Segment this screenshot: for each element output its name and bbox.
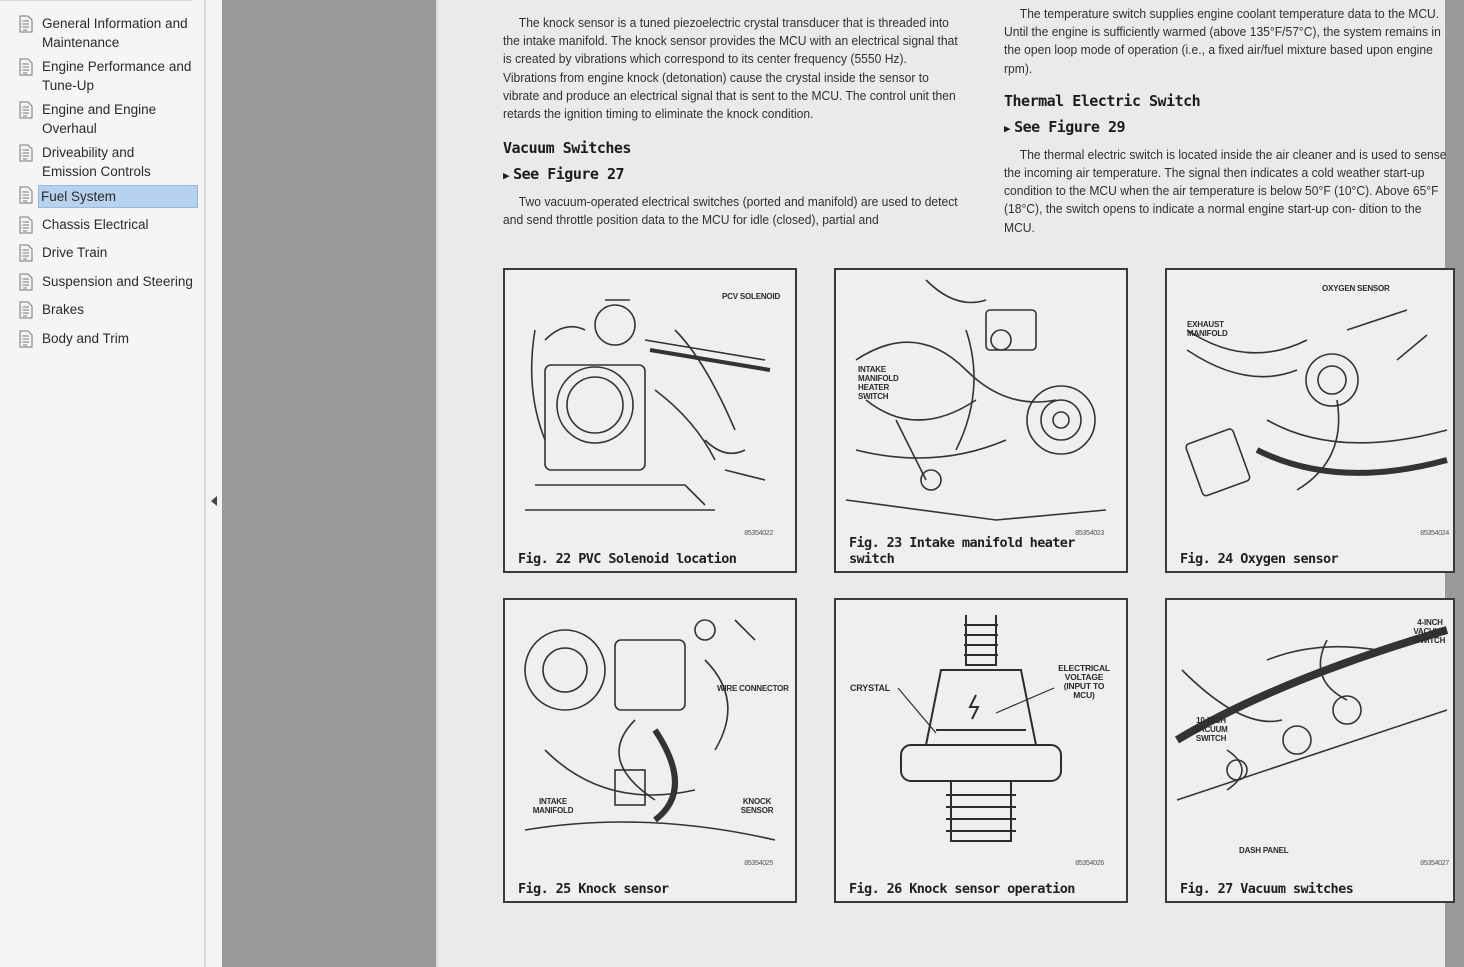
figure-caption: Fig. 25 Knock sensor [518, 881, 669, 897]
figure-code: 85354027 [1420, 860, 1449, 867]
collapse-sidebar-arrow-icon[interactable] [211, 496, 217, 506]
figure-code: 85354023 [1075, 530, 1104, 537]
intake-manifold-label: INTAKE MANIFOLD [532, 797, 574, 815]
pcv-solenoid-illustration [505, 270, 795, 570]
document-outline-icon [18, 244, 34, 262]
figure-caption: Fig. 27 Vacuum switches [1180, 881, 1354, 897]
text-column-right [1004, 5, 1464, 237]
knock-sensor-illustration [505, 600, 795, 900]
document-outline-icon [18, 273, 34, 291]
oxygen-sensor-illustration [1167, 270, 1453, 570]
document-outline-icon [18, 144, 34, 162]
document-page [438, 0, 1449, 967]
see-figure-27 [503, 165, 961, 183]
exhaust-manifold-label: EXHAUST MANIFOLD [1187, 320, 1228, 338]
toc-item-label: Driveability and Emission Controls [42, 145, 151, 179]
sidebar-splitter[interactable] [205, 0, 222, 967]
toc-item-engine-overhaul[interactable] [18, 100, 199, 138]
knock-sensor-label: KNOCK SENSOR [740, 797, 774, 815]
ten-inch-vacuum-switch-label: 10-INCH VACUUM SWITCH [1194, 716, 1228, 743]
temperature-switch-paragraph: The temperature switch supplies engine coolant temperature data to the MCU. Until the engine is sufficiently warmed (above 135°F/57°C), the system remains in the open loop mode of operation (i.e., a fixed air/fuel mixture based upon engine rpm). [1004, 6, 1441, 76]
document-outline-icon [18, 58, 34, 76]
knock-sensor-operation-diagram [836, 600, 1126, 900]
figure-27-vacuum-switches [1165, 598, 1455, 903]
see-figure-label: See Figure 27 [513, 165, 625, 184]
toc-item-brakes[interactable] [18, 300, 199, 319]
toc-item-body-trim[interactable] [18, 329, 199, 348]
knock-sensor-paragraph: The knock sensor is a tuned piezoelectric crystal transducer that is threaded into the intake manifold. The knock sensor provides the MCU with an electrical signal that is created by vibrations which correspond to its center frequency (5550 Hz). Vibrations from engine knock (detonation) cause the crystal inside the sensor to vibrate and produce an electrical signal that is sent to the MCU. The control unit then retards the ignition timing to eliminate the knock condition. [503, 15, 958, 122]
toc-item-label: Drive Train [42, 245, 108, 260]
figure-25-knock-sensor [503, 598, 797, 903]
sidebar-divider [0, 0, 192, 1]
document-outline-icon [18, 301, 34, 319]
document-outline-icon [18, 15, 34, 33]
toc-item-drive-train[interactable] [18, 243, 199, 262]
bullet-triangle-icon: ▶ [503, 169, 510, 183]
toc-item-general-information[interactable] [18, 14, 199, 52]
vacuum-switches-heading: Vacuum Switches [503, 139, 631, 158]
toc-item-label: Fuel System [38, 185, 198, 208]
toc-item-label: General Information and Maintenance [42, 16, 188, 50]
figure-23-intake-heater-switch [834, 268, 1128, 573]
document-outline-icon [18, 216, 34, 234]
toc-item-label: Body and Trim [42, 331, 130, 346]
figure-caption: Fig. 24 Oxygen sensor [1180, 551, 1339, 567]
wire-connector-label: WIRE CONNECTOR [717, 684, 789, 693]
toc-item-label: Suspension and Steering [42, 274, 193, 289]
see-figure-label: See Figure 29 [1014, 117, 1126, 136]
toc-item-label: Chassis Electrical [42, 217, 149, 232]
document-outline-icon [18, 330, 34, 348]
figure-26-knock-sensor-operation [834, 598, 1128, 903]
electrical-voltage-label: ELECTRICAL VOLTAGE (INPUT TO MCU) [1058, 663, 1110, 700]
toc-item-label: Brakes [42, 302, 85, 317]
toc-item-chassis-electrical[interactable] [18, 215, 199, 234]
text-column-left [503, 14, 961, 230]
toc-item-label: Engine Performance and Tune-Up [42, 59, 192, 93]
figure-caption: Fig. 22 PVC Solenoid location [518, 551, 737, 567]
figure-22-pcv-solenoid [503, 268, 797, 573]
dash-panel-label: DASH PANEL [1239, 846, 1289, 855]
figure-caption: Fig. 23 Intake manifold heater switch [849, 535, 1075, 567]
thermal-electric-switch-heading: Thermal Electric Switch [1004, 91, 1201, 110]
intake-heater-switch-illustration [836, 270, 1126, 570]
crystal-label: CRYSTAL [850, 683, 891, 693]
toc-item-fuel-system[interactable] [38, 185, 198, 208]
document-outline-icon [18, 186, 34, 204]
vacuum-switches-illustration [1167, 600, 1453, 900]
thermal-switch-paragraph: The thermal electric switch is located inside the air cleaner and is used to sense the incoming air temperature. The signal then indicates a cold weather start-up condition to the MCU when the air temperature is below 50°F (10°C). Above 65°F (18°C), the switch opens to indicate a normal engine start-up con- dition to the MCU. [1004, 146, 1447, 235]
vacuum-switches-paragraph: Two vacuum-operated electrical switches (ported and manifold) are used to detect and send throttle position data to the MCU for idle (closed), partial and [503, 194, 958, 228]
figure-code: 85354022 [744, 530, 773, 537]
intake-heater-switch-label: INTAKE MANIFOLD HEATER SWITCH [858, 365, 899, 401]
bullet-triangle-icon: ▶ [1004, 121, 1011, 135]
figure-24-oxygen-sensor [1165, 268, 1455, 573]
toc-sidebar [0, 0, 205, 967]
four-inch-vacuum-switch-label: 4-INCH VACUUM SWITCH [1413, 618, 1447, 645]
oxygen-sensor-label: OXYGEN SENSOR [1322, 284, 1390, 293]
figure-code: 85354026 [1075, 860, 1104, 867]
document-outline-icon [18, 101, 34, 119]
toc-item-label: Engine and Engine Overhaul [42, 102, 157, 136]
toc-item-suspension-steering[interactable] [18, 272, 199, 291]
toc-item-driveability[interactable] [18, 143, 199, 181]
pcv-solenoid-label: PCV SOLENOID [722, 292, 781, 301]
see-figure-29 [1004, 118, 1464, 136]
figure-code: 85354025 [744, 860, 773, 867]
figure-caption: Fig. 26 Knock sensor operation [849, 881, 1075, 897]
toc-item-engine-performance[interactable] [18, 57, 199, 95]
figure-code: 85354024 [1420, 530, 1449, 537]
